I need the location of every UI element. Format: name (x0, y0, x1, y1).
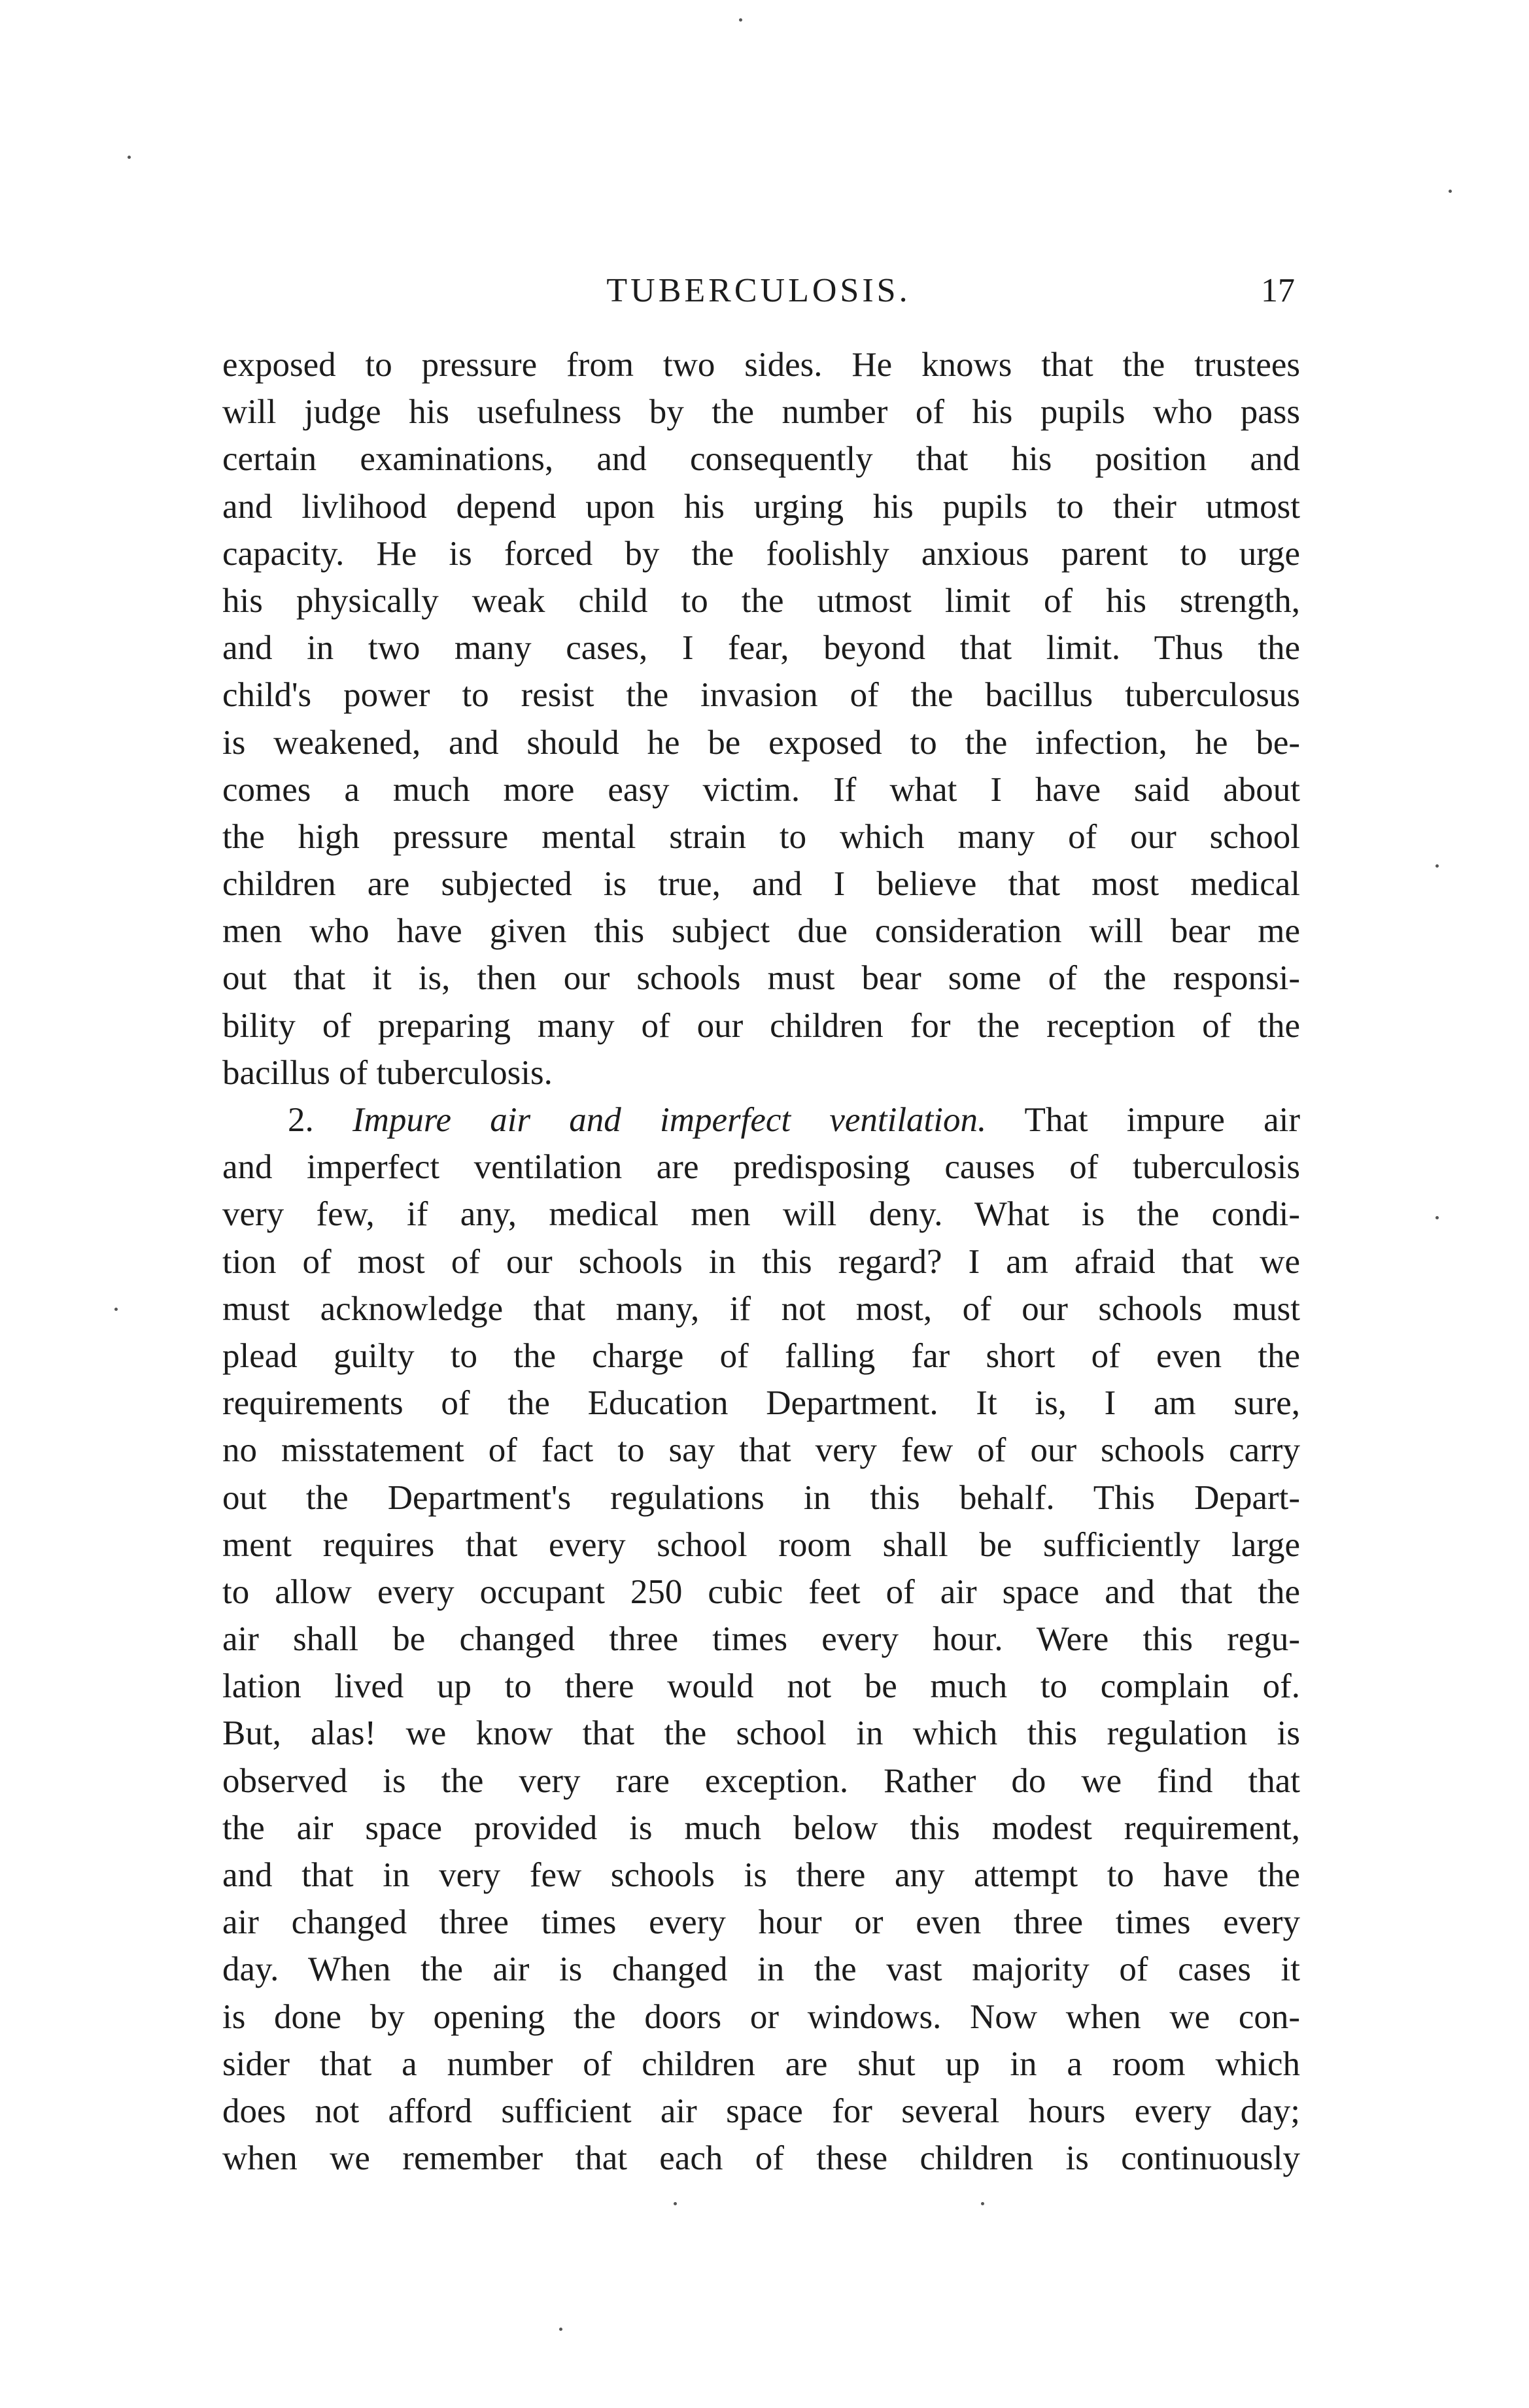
text-line: child's power to resist the invasion of the bacillus tuberculosus (222, 676, 1300, 715)
text-line: is done by opening the doors or windows. Now when we con- (222, 1997, 1300, 2036)
text-line: day. When the air is changed in the vast majority of cases it (222, 1950, 1300, 1989)
text-line: out that it is, then our schools must bear some of the responsi- (222, 959, 1300, 998)
scan-speck (1435, 1216, 1439, 1219)
scan-speck (739, 18, 742, 22)
text-line: his physically weak child to the utmost limit of his strength, (222, 581, 1300, 620)
text-line: bacillus of tuberculosis. (222, 1053, 553, 1092)
text-line: lation lived up to there would not be much to complain of. (222, 1667, 1300, 1706)
text-line: certain examinations, and consequently that his position and (222, 440, 1300, 479)
text-line: plead guilty to the charge of falling far short of even the (222, 1336, 1300, 1375)
page-header (222, 265, 1295, 317)
text-line: and livlihood depend upon his urging his pupils to their utmost (222, 487, 1300, 526)
scan-speck (114, 1308, 118, 1311)
section-heading-line (222, 1096, 1300, 1144)
text-line: capacity. He is forced by the foolishly anxious parent to urge (222, 534, 1300, 573)
text-line: requirements of the Education Department. It is, I am sure, (222, 1384, 1300, 1423)
text-line: does not afford sufficient air space for several hours every day; (222, 2092, 1300, 2130)
text-line: tion of most of our schools in this regard? I am afraid that we (222, 1242, 1300, 1281)
section-heading: Impure air and imperfect ventilation. (352, 1101, 987, 1139)
text-line: observed is the very rare exception. Rather do we find that (222, 1761, 1300, 1800)
text-line: comes a much more easy victim. If what I have said about (222, 770, 1300, 809)
text-line: is weakened, and should he be exposed to the infection, he be- (222, 723, 1300, 762)
text-line: and imperfect ventilation are predisposing causes of tuberculosis (222, 1148, 1300, 1187)
text-line: and that in very few schools is there any attempt to have the (222, 1856, 1300, 1894)
text-fragment: That impure air (1024, 1101, 1300, 1139)
text-line: But, alas! we know that the school in which this regulation is (222, 1714, 1300, 1753)
scan-speck (674, 2202, 677, 2205)
text-line: bility of preparing many of our children for the reception of the (222, 1006, 1300, 1045)
text-line: exposed to pressure from two sides. He knows that the trustees (222, 346, 1300, 384)
body-text (222, 341, 1300, 2182)
text-line: when we remember that each of these children is continuously (222, 2139, 1300, 2178)
scan-speck (1449, 190, 1452, 193)
scan-speck (559, 2328, 562, 2331)
text-line: the air space provided is much below this modest requirement, (222, 1808, 1300, 1847)
text-line: to allow every occupant 250 cubic feet of air space and that the (222, 1572, 1300, 1611)
text-line: must acknowledge that many, if not most, of our schools must (222, 1289, 1300, 1328)
paragraph-2 (222, 1096, 1300, 2182)
scan-speck (128, 156, 131, 159)
scan-speck (981, 2202, 984, 2205)
text-line: children are subjected is true, and I believe that most medical (222, 865, 1300, 904)
scan-speck (1435, 864, 1439, 868)
text-line: men who have given this subject due consideration will bear me (222, 912, 1300, 951)
paragraph-1 (222, 341, 1300, 1096)
section-number: 2. (288, 1101, 314, 1139)
text-line: sider that a number of children are shut up in a room which (222, 2044, 1300, 2083)
text-line: no misstatement of fact to say that very few of our schools carry (222, 1431, 1300, 1470)
text-line: will judge his usefulness by the number of his pupils who pass (222, 393, 1300, 432)
text-line: air changed three times every hour or even three times every (222, 1903, 1300, 1942)
text-line: and in two many cases, I fear, beyond that limit. Thus the (222, 629, 1300, 668)
text-line: ment requires that every school room shall be sufficiently large (222, 1525, 1300, 1564)
text-line: very few, if any, medical men will deny. What is the condi- (222, 1195, 1300, 1234)
text-line: out the Department's regulations in this behalf. This Depart- (222, 1478, 1300, 1517)
text-line: air shall be changed three times every hour. Were this regu- (222, 1620, 1300, 1659)
page-number: 17 (1261, 272, 1295, 309)
text-line: the high pressure mental strain to which many of our school (222, 817, 1300, 856)
running-title: TUBERCULOSIS. (606, 272, 911, 309)
